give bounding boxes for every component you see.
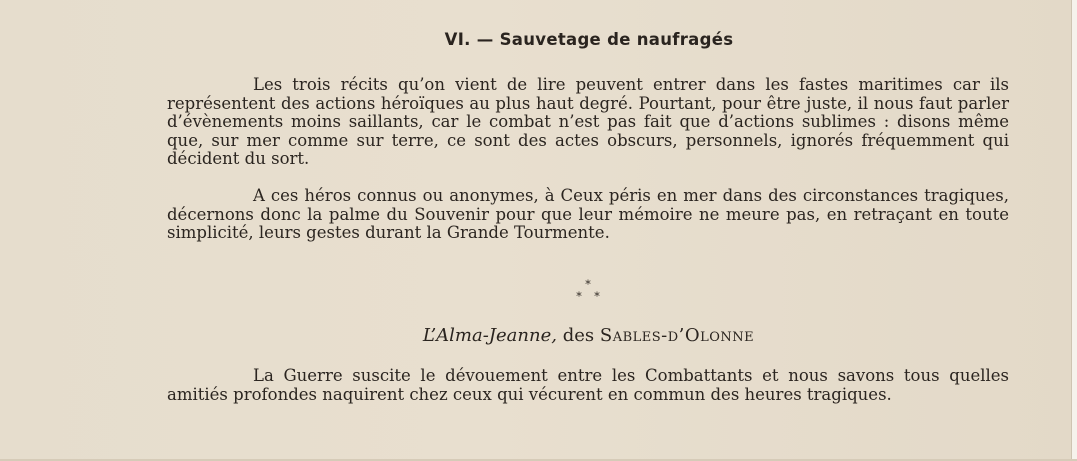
subtitle-connector: des	[562, 325, 595, 346]
asterism-star-right: *	[594, 290, 600, 303]
asterism-star-left: *	[576, 290, 582, 303]
subsection-title	[0, 325, 1077, 346]
paragraph-1: Les trois récits qu’on vient de lire peuvent entrer dans les fastes maritimes car ils représentent des actions héroïques au plus haut degré. Pourtant, pour être juste, il nous faut parler d’évènements moins saillants, car le combat n’est pas fait que d’actions sublimes : disons même que, sur mer comme sur terre, ce sont des actes obscurs, personnels, ignorés fréquemment qui décident du sort.	[167, 75, 1009, 169]
asterism-star-top: *	[585, 278, 591, 291]
paragraph-3: La Guerre suscite le dévouement entre les Combattants et nous savons tous quelles amitiés profondes naquirent chez ceux qui vécurent en commun des heures tragiques.	[167, 366, 1009, 404]
asterism-ornament	[573, 277, 603, 303]
vessel-name: L’Alma-Jeanne,	[422, 325, 557, 346]
paragraph-2: A ces héros connus ou anonymes, à Ceux péris en mer dans des circonstances tragiques, décernons donc la palme du Souvenir pour que leur mémoire ne meure pas, en retraçant en toute simplicité, leurs gestes durant la Grande Tourmente.	[167, 186, 1009, 243]
page-edge	[1071, 0, 1077, 461]
section-heading: VI. — Sauvetage de naufragés	[444, 30, 734, 49]
home-port: Sables-d’Olonne	[599, 325, 755, 346]
